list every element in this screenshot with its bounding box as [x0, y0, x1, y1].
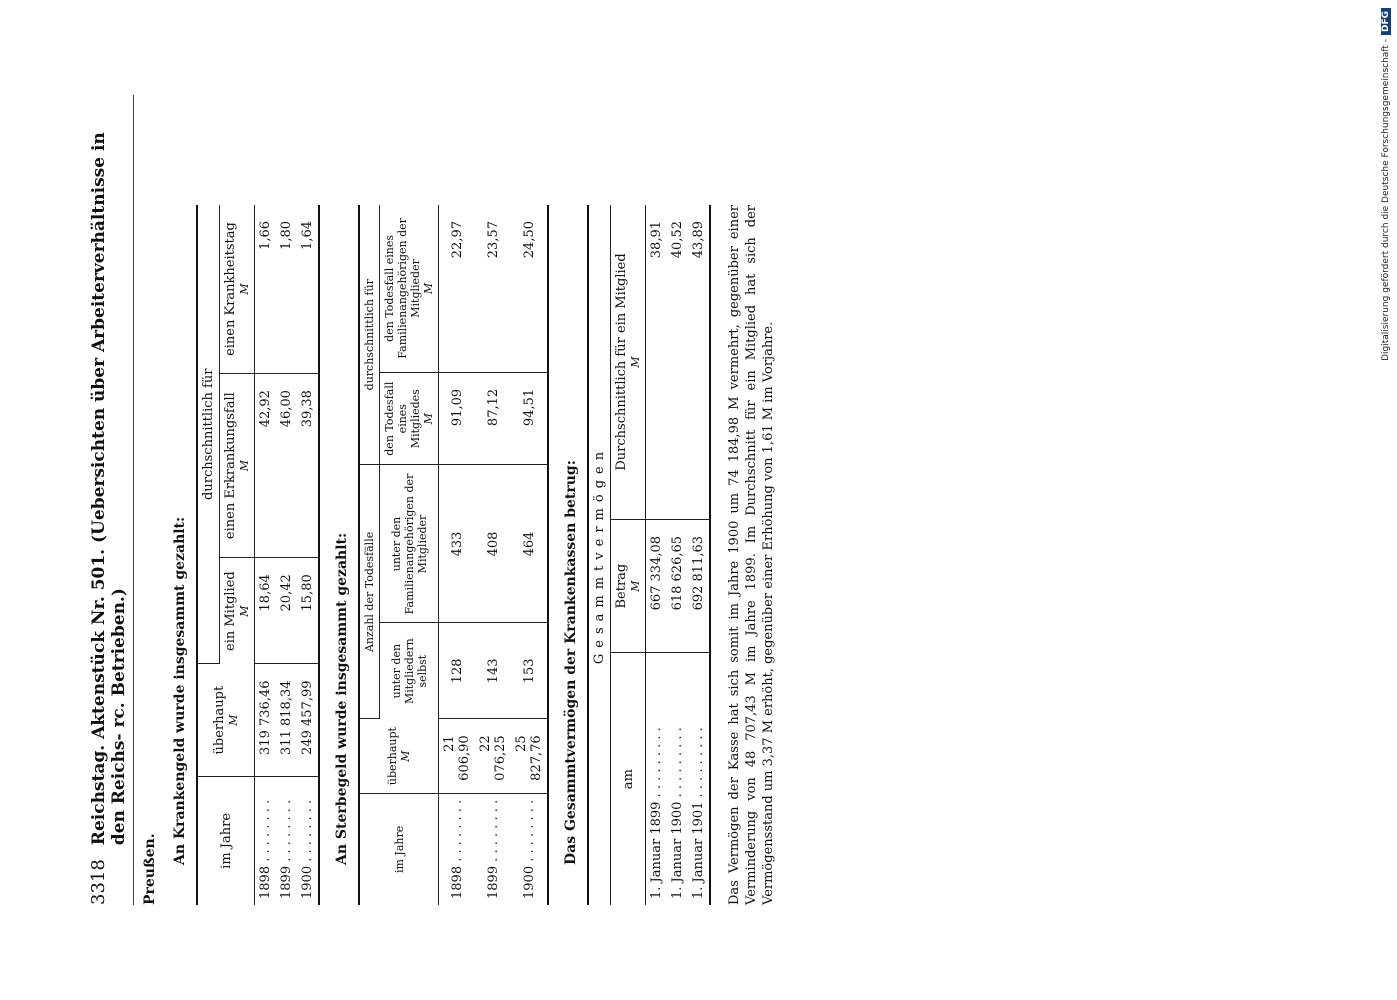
col-year: im Jahre	[197, 776, 255, 905]
col-total: überhaupt M	[359, 719, 439, 793]
digitization-stamp	[1378, 8, 1394, 988]
table-row: 1. Januar 1901 . . . . . . . . . 692 811,63 43,89	[688, 205, 710, 905]
running-title: Reichstag. Aktenstück Nr. 501. (Uebersichten über Arbeiterverhältnisse in den Reichs- rc. Betrieben.)	[89, 132, 129, 846]
running-header	[88, 95, 134, 905]
group-assets: Gesammtvermögen	[588, 205, 611, 905]
col-per-day: einen Krankheitstag M	[220, 205, 255, 374]
col-year: im Jahre	[359, 793, 439, 905]
col-total: überhaupt M	[197, 664, 255, 776]
table-row: 1899 . . . . . . . . 22 076,25 143 408 87,12 23,57	[475, 205, 511, 905]
group-deaths: Anzahl der Todesfälle	[359, 465, 380, 719]
col-amount: Betrag M	[611, 519, 646, 652]
stamp-text: Digitalisierung gefördert durch die Deutsche Forschungsgemeinschaft -	[1381, 39, 1391, 361]
table3-caption: Das Gesammtvermögen der Krankenkassen betrug:	[563, 460, 579, 865]
group-average: durchschnittlich für	[197, 205, 220, 664]
summary-paragraph: Das Vermögen der Kasse hat sich somit im Jahre 1900 um 74 184,98 M vermehrt, gegenüber einer Verminderung von 48 707,43 M im Jahre 1899. Im Durchschnitt für ein Mitglied hat sich der Vermögensstand um 3,37 M erhöht, gegenüber einer Erhöhung von 1,61 M im Vorjahre.	[727, 205, 776, 905]
table-row: 1899 . . . . . . . . 311 818,34 20,42 46,00 1,80	[276, 205, 297, 905]
document-page	[88, 95, 778, 905]
death-benefit-table	[358, 205, 549, 905]
col-deaths-members: unter den Mitgliedern selbst	[380, 623, 439, 719]
page-number: 3318	[88, 859, 109, 905]
table-row: 1. Januar 1899 . . . . . . . . . 667 334,08 38,91	[646, 205, 668, 905]
table2-caption: An Sterbegeld wurde insgesammt gezahlt:	[334, 532, 350, 865]
table-row: 1900 . . . . . . . . 249 457,99 15,80 39,38 1,64	[297, 205, 319, 905]
region-heading: Preußen.	[142, 833, 158, 905]
col-deaths-family: unter den Familienangehörigen der Mitglieder	[380, 465, 439, 623]
col-per-member: Durchschnittlich für ein Mitglied M	[611, 205, 646, 519]
dfg-logo: DFG	[1381, 8, 1391, 35]
col-avg-family: den Todesfall eines Familienangehörigen der Mitglieder M	[380, 205, 439, 372]
col-per-case: einen Erkrankungsfall M	[220, 374, 255, 558]
rotated-page	[0, 100, 1000, 1000]
col-avg-member: den Todesfall eines Mitgliedes M	[380, 372, 439, 465]
sick-pay-table	[196, 205, 320, 905]
table-row: 1900 . . . . . . . . 25 827,76 153 464 94,51 24,50	[511, 205, 548, 905]
group-average: durchschnittlich für	[359, 205, 380, 465]
table1-caption: An Krankengeld wurde insgesammt gezahlt:	[172, 516, 188, 865]
col-per-member: ein Mitglied M	[220, 558, 255, 664]
table-row: 1898 . . . . . . . . 21 606,90 128 433 91,09 22,97	[439, 205, 476, 905]
table-row: 1898 . . . . . . . . 319 736,46 18,64 42,92 1,66	[255, 205, 277, 905]
assets-table	[587, 205, 711, 905]
col-date: am	[611, 653, 646, 905]
table-row: 1. Januar 1900 . . . . . . . . . 618 626,65 40,52	[667, 205, 688, 905]
